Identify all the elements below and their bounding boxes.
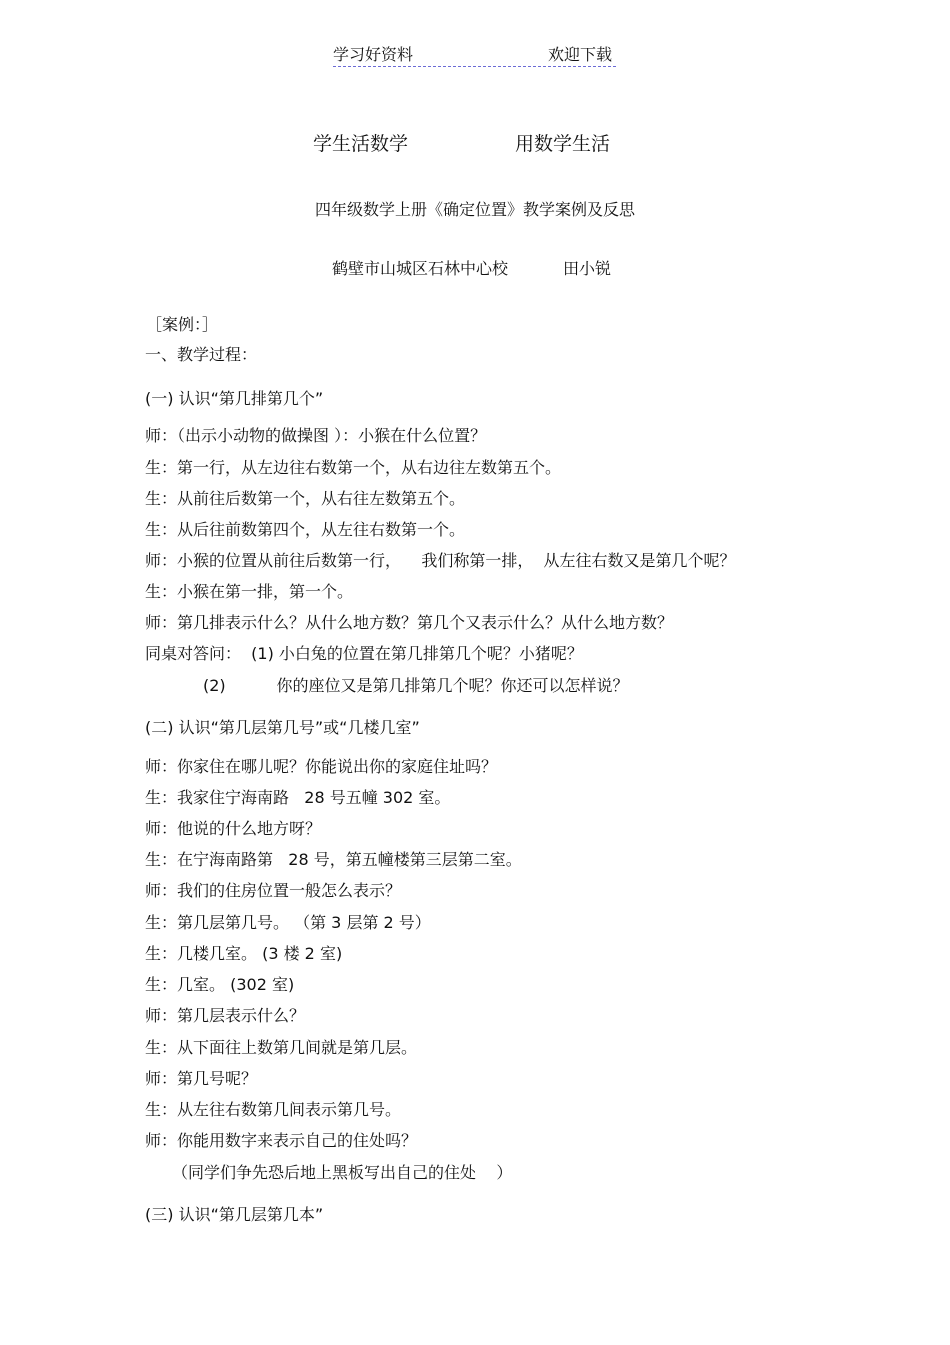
- dialogue-line: 生：小猴在第一排，第一个。: [145, 582, 354, 601]
- dialogue-line: 生：第几层第几号。 （第 3 层第 2 号）: [145, 913, 431, 932]
- dialogue-line: 师：第几层表示什么？: [145, 1006, 306, 1025]
- dialogue-line: 生：在宁海南路第 28 号，第五幢楼第三层第二室。: [145, 850, 522, 869]
- title-left: 学生活数学: [313, 133, 409, 155]
- dialogue-line: (2) 你的座位又是第几排第几个呢？你还可以怎样说？: [203, 676, 629, 695]
- dialogue-line: 生：几室。 (302 室): [145, 975, 295, 994]
- header-right-text: 欢迎下载: [547, 45, 612, 64]
- dialogue-line: 生：从后往前数第四个，从左往右数第一个。: [145, 520, 466, 539]
- section-heading: 一、教学过程：: [145, 345, 258, 364]
- dialogue-line: 师：小猴的位置从前往后数第一行， 我们称第一排， 从左往右数又是第几个呢？: [145, 551, 736, 570]
- header-left-text: 学习好资料: [333, 45, 414, 64]
- dialogue-line: 生：从前往后数第一个，从右往左数第五个。: [145, 489, 466, 508]
- subsection-heading: (二) 认识“第几层第几号”或“几楼几室”: [145, 718, 420, 737]
- dialogue-line: 师：你家住在哪儿呢？你能说出你的家庭住址吗？: [145, 757, 498, 776]
- page-header: [333, 42, 616, 67]
- subsection-heading: (一) 认识“第几排第几个”: [145, 389, 324, 408]
- author-school: 鹤壁市山城区石林中心校: [332, 259, 509, 278]
- title-right: 用数学生活: [515, 133, 611, 155]
- dialogue-line: 师：你能用数字来表示自己的住处吗？: [145, 1131, 418, 1150]
- dialogue-line: 师：我们的住房位置一般怎么表示？: [145, 881, 402, 900]
- dialogue-line: 生：从左往右数第几间表示第几号。: [145, 1100, 402, 1119]
- dialogue-line: 生：我家住宁海南路 28 号五幢 302 室。: [145, 788, 451, 807]
- dialogue-line: 师：（出示小动物的做操图 ）：小猴在什么位置？: [145, 426, 487, 445]
- subtitle: 四年级数学上册《确定位置》教学案例及反思: [314, 200, 635, 219]
- dialogue-line: 生：几楼几室。 (3 楼 2 室): [145, 944, 343, 963]
- dialogue-line: 师：第几排表示什么？从什么地方数？第几个又表示什么？从什么地方数？: [145, 613, 674, 632]
- subsection-heading: (三) 认识“第几层第几本”: [145, 1205, 324, 1224]
- stage-direction: （同学们争先恐后地上黑板写出自己的住处 ）: [172, 1163, 513, 1182]
- author-name: 田小锐: [563, 259, 612, 278]
- case-label: ［案例：］: [146, 315, 219, 334]
- dialogue-line: 生：第一行，从左边往右数第一个，从右边往左数第五个。: [145, 458, 562, 477]
- dialogue-line: 师：他说的什么地方呀？: [145, 819, 322, 838]
- dialogue-line: 师：第几号呢？: [145, 1069, 258, 1088]
- dialogue-line: 生：从下面往上数第几间就是第几层。: [145, 1038, 418, 1057]
- dialogue-line: 同桌对答问： (1) 小白兔的位置在第几排第几个呢？小猪呢？: [145, 644, 583, 663]
